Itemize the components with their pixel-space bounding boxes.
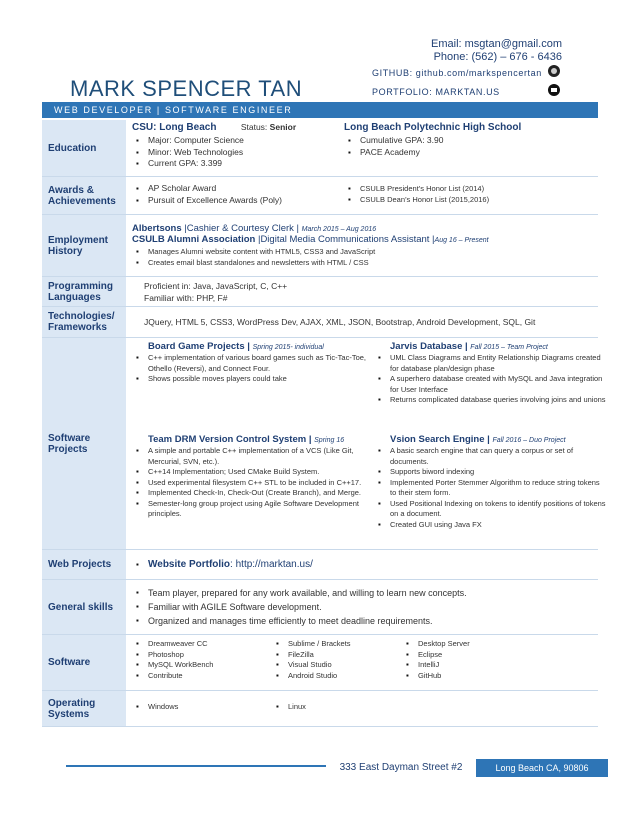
drm-title: Team DRM Version Control System | [148,434,312,445]
list-item: ▪ Android Studio [272,671,402,682]
job2-date: Aug 16 – Present [434,237,489,244]
employment-content [126,215,598,277]
csulb-name: CSU: Long Beach [132,122,217,133]
programming-label [42,277,126,307]
software-col1 [132,639,272,681]
list-item: ▪ FileZilla [272,650,402,661]
familiar-text: Familiar with: PHP, F# [144,292,228,303]
project-jarvis [374,341,606,406]
project-board-game [132,341,367,385]
list-item: ▪ Supports biword indexing [374,467,606,478]
board-title: Board Game Projects | [148,341,250,352]
awards-content [126,177,598,215]
job2-org: CSULB Alumni Association [132,234,256,245]
projects-label [42,338,126,550]
csulb-list [132,135,337,170]
status-label: Status: [240,122,268,132]
web-projects-label: Web Projects [42,550,126,580]
list-item: ▪ A superhero database created with MySQL and Java integration for User Interface [374,374,606,395]
os-col1 [132,702,272,713]
list-item: ▪ AP Scholar Award [132,183,342,195]
list-item: ▪ UML Class Diagrams and Entity Relationship Diagrams created for database plan/design phase [374,353,606,374]
os-row [42,691,598,727]
programming-content [126,277,598,307]
general-list [132,586,598,628]
list-item: ▪ Visual Studio [272,660,402,671]
job2-role: |Digital Media Communications Assistant | [255,234,435,245]
awards-label [42,177,126,215]
list-item: ▪ CSULB President’s Honor List (2014) [344,184,594,195]
list-item: ▪ Semester-long group project using Agile Software Development principles. [132,499,367,520]
software-row [42,635,598,691]
portfolio-link[interactable]: PORTFOLIO: MARKTAN.US [372,87,500,97]
list-item: ▪ Implemented Porter Stemmer Algorithm to reduce string tokens to their stem form. [374,478,606,499]
github-link[interactable]: GITHUB: github.com/markspencertan [372,68,542,78]
software-col3 [402,639,532,681]
technologies-label-line2: Frameworks [48,322,107,333]
list-item: ▪ Manages Alumni website content with HTML5, CSS3 and JavaScript [132,247,598,258]
list-item: ▪ Photoshop [132,650,272,661]
github-icon[interactable] [548,65,560,77]
programming-label-line2: Languages [48,291,101,303]
employment-label [42,215,126,277]
list-item: ▪ Windows [132,702,272,713]
title-banner: WEB DEVELOPER | SOFTWARE ENGINEER [42,102,598,118]
portfolio-label: Website Portfolio [148,559,231,570]
job1-date: March 2015 – Aug 2016 [301,226,377,233]
list-item: ▪ A simple and portable C++ implementation of a VCS (Like Git, Mercurial, SVN, etc.). [132,446,367,467]
job-albertsons [132,223,598,234]
os-label-line1: Operating [48,697,96,709]
list-item: ▪ Shows possible moves players could take [132,374,367,385]
software-label: Software [42,635,126,691]
list-item: ▪ C++ implementation of various board games such as Tic-Tac-Toe, Othello (Reversi), and Connect Four. [132,353,367,374]
list-item: ▪ Dreamweaver CC [132,639,272,650]
resume-table [42,120,606,727]
poly-name: Long Beach Polytechnic High School [344,122,522,133]
list-item: ▪ Used experimental filesystem C++ STL to be included in C++17. [132,478,367,489]
technologies-label [42,307,126,338]
poly-list [344,135,594,158]
phone-text[interactable]: Phone: (562) – 676 - 6436 [433,51,562,63]
list-item: ▪ GitHub [402,671,532,682]
software-content [126,635,598,691]
list-item: ▪ Desktop Server [402,639,532,650]
resume-name: MARK SPENCER TAN [70,76,303,101]
web-projects-content [126,550,598,580]
job1-role: |Cashier & Courtesy Clerk | [181,223,300,234]
jarvis-title: Jarvis Database | [390,341,468,352]
jarvis-list [374,353,606,406]
software-col2 [272,639,402,681]
list-item: ▪ Linux [272,702,402,713]
awards-row [42,177,598,215]
status-value: Senior [269,122,297,132]
footer-address: 333 East Dayman Street #2 [339,762,463,773]
list-item: ▪ Sublime / Brackets [272,639,402,650]
board-sub: Spring 2015- individual [252,344,324,351]
os-content [126,691,598,727]
list-item: ▪ Minor: Web Technologies [132,147,337,159]
employment-list [132,247,598,268]
footer-city: Long Beach CA, 90806 [476,759,608,777]
employment-label-line1: Employment [48,234,109,246]
employment-row [42,215,598,277]
portfolio-url-link[interactable]: : http://marktan.us/ [230,559,313,570]
vsion-sub: Fall 2016 – Duo Project [492,437,566,444]
programming-row [42,277,598,307]
footer-divider [66,765,326,767]
awards-label-line2: Achievements [48,195,116,207]
web-list [132,558,598,571]
project-vsion [374,434,606,530]
list-item: ▪ Created GUI using Java FX [374,520,606,531]
email-text[interactable]: Email: msgtan@gmail.com [431,38,562,50]
list-item: ▪ Creates email blast standalones and newsletters with HTML / CSS [132,258,598,269]
os-label [42,691,126,727]
education-content [126,120,598,177]
drm-sub: Spring 16 [314,437,345,444]
list-item: ▪ PACE Academy [344,147,594,159]
job-csulb-alumni [132,234,598,245]
list-item: ▪ C++14 Implementation; Used CMake Build System. [132,467,367,478]
vsion-list [374,446,606,530]
list-item: ▪ Contribute [132,671,272,682]
technologies-row [42,307,598,338]
projects-label-line2: Projects [48,443,88,455]
list-item: ▪ MySQL WorkBench [132,660,272,671]
list-item: ▪ Pursuit of Excellence Awards (Poly) [132,195,342,207]
list-item: ▪ Organized and manages time efficiently to meet deadline requirements. [132,614,598,628]
list-item: ▪ Implemented Check-In, Check-Out (Create Branch), and Merge. [132,488,367,499]
os-col2 [272,702,402,713]
general-skills-row [42,580,598,635]
list-item: ▪ CSULB Dean’s Honor List (2015,2016) [344,195,594,206]
list-item: ▪ Eclipse [402,650,532,661]
awards-label-line1: Awards & [48,184,94,196]
web-projects-row [42,550,598,580]
project-drm [132,434,367,520]
drm-list [132,446,367,520]
job1-org: Albertsons [132,223,182,234]
list-item: ▪ Cumulative GPA: 3.90 [344,135,594,147]
vsion-title: Vsion Search Engine | [390,434,490,445]
list-item: ▪ IntelliJ [402,660,532,671]
list-item: ▪ Familiar with AGILE Software development. [132,600,598,614]
technologies-text: JQuery, HTML 5, CSS3, WordPress Dev, AJAX, XML, JSON, Bootstrap, Android Development, SQL, Git [144,317,536,327]
technologies-content [126,307,598,338]
general-skills-content [126,580,598,635]
awards-left-list [132,183,342,206]
list-item: ▪ Used Positional Indexing on tokens to identify positions of tokens on a document. [374,499,606,520]
list-item: ▪ Major: Computer Science [132,135,337,147]
list-item: ▪ Returns complicated database queries involving joins and unions [374,395,606,406]
portfolio-icon[interactable] [548,84,560,96]
list-item: ▪ Team player, prepared for any work available, and willing to learn new concepts. [132,586,598,600]
education-row [42,120,598,177]
projects-row [42,338,598,550]
proficient-text: Proficient in: Java, JavaScript, C, C++ [144,280,288,291]
portfolio-item [132,558,598,571]
education-label: Education [42,120,126,177]
os-label-line2: Systems [48,708,90,720]
projects-content [126,338,606,550]
technologies-label-line1: Technologies/ [48,311,115,322]
projects-label-line1: Software [48,432,91,444]
programming-label-line1: Programming [48,280,114,292]
list-item: ▪ A basic search engine that can query a corpus or set of documents. [374,446,606,467]
awards-right-list [344,184,594,205]
board-list [132,353,367,385]
list-item: ▪ Current GPA: 3.399 [132,158,337,170]
employment-label-line2: History [48,245,83,257]
general-skills-label: General skills [42,580,126,635]
jarvis-sub: Fall 2015 – Team Project [470,344,548,351]
